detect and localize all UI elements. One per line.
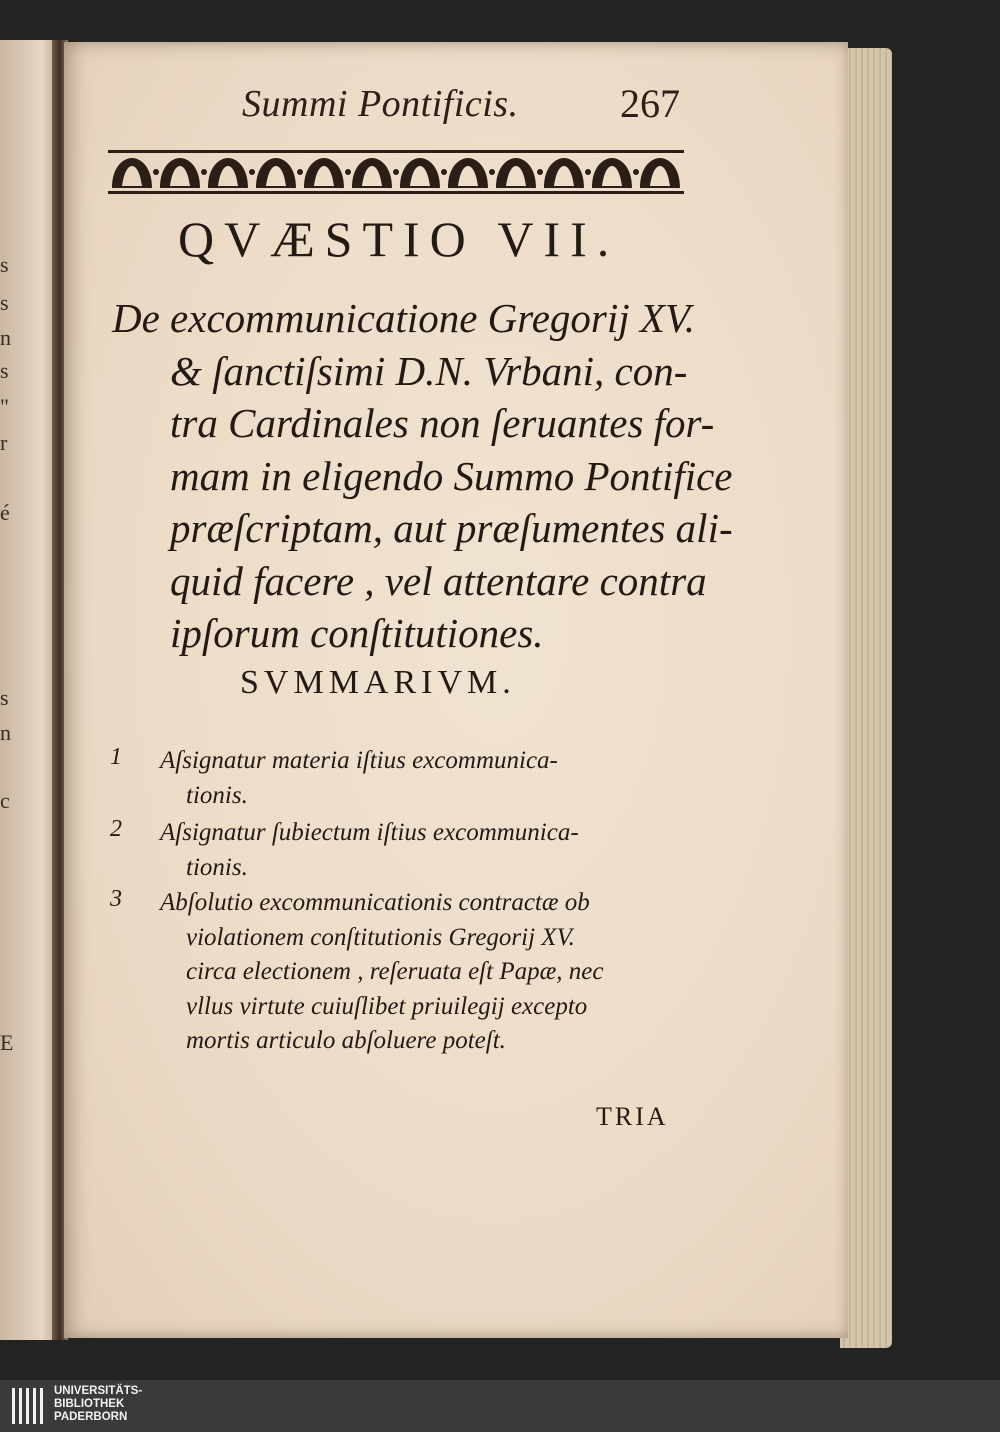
summary-item bbox=[110, 816, 700, 888]
summary-item-text bbox=[160, 744, 700, 813]
margin-char: s bbox=[0, 358, 9, 383]
margin-char: n bbox=[0, 325, 11, 350]
ornament-band bbox=[108, 148, 684, 196]
catchword: TRIA bbox=[596, 1102, 669, 1131]
left-page-margin-text bbox=[0, 40, 20, 1340]
summary-line: mortis articulo abſoluere poteſt. bbox=[186, 1027, 506, 1054]
summary-line: vllus virtute cuiuſlibet priuilegij excepto bbox=[186, 992, 588, 1020]
running-head: Summi Pontificis. bbox=[242, 83, 519, 125]
margin-char: s bbox=[0, 252, 9, 277]
footer-bar bbox=[0, 1380, 1000, 1432]
summary-title: SVMMARIVM. bbox=[240, 664, 516, 701]
library-logo-icon bbox=[12, 1388, 48, 1424]
summary-item-text bbox=[160, 816, 700, 885]
question-title: QVÆSTIO VII. bbox=[178, 211, 620, 267]
page-number: 267 bbox=[620, 81, 680, 126]
summary-line: tionis. bbox=[186, 853, 248, 881]
summary-line: circa electionem , reſeruata eſt Papæ, nec bbox=[186, 958, 604, 985]
left-page-edge bbox=[0, 40, 60, 1340]
margin-char: é bbox=[0, 500, 10, 525]
summary-line: Aſsignatur ſubiectum iſtius excommunica- bbox=[160, 819, 579, 846]
summary-item-number: 2 bbox=[110, 816, 122, 842]
library-logo-text bbox=[54, 1385, 142, 1424]
margin-char: n bbox=[0, 720, 11, 745]
summary-item-text bbox=[160, 886, 700, 1059]
margin-char: r bbox=[0, 430, 8, 455]
summary-item bbox=[110, 886, 700, 1066]
summary-line: tionis. bbox=[186, 781, 248, 809]
summary-line: Aſsignatur materia iſtius excommunica- bbox=[160, 747, 558, 774]
heading-line: & ſanctiſsimi D.N. Vrbani, con- bbox=[170, 347, 688, 394]
heading-line: ipſorum conſtitutiones. bbox=[170, 610, 544, 656]
heading-line: mam in eligendo Summo Pontifice bbox=[170, 452, 733, 499]
summary-item-number: 1 bbox=[110, 744, 122, 770]
heading-line: tra Cardinales non ſeruantes for- bbox=[170, 400, 715, 446]
summary-item bbox=[110, 744, 700, 816]
logo-line: PADERBORN bbox=[54, 1411, 128, 1423]
heading-line: De excommunicatione Gregorij XV. bbox=[112, 295, 695, 341]
margin-char: s bbox=[0, 685, 9, 710]
margin-char: " bbox=[0, 394, 9, 419]
summary-line: violationem conſtitutionis Gregorij XV. bbox=[186, 923, 575, 951]
logo-line: BIBLIOTHEK bbox=[54, 1398, 125, 1410]
margin-char: E bbox=[0, 1030, 14, 1055]
question-heading bbox=[112, 292, 733, 660]
margin-char: s bbox=[0, 290, 9, 315]
heading-line: præſcriptam, aut præſumentes ali- bbox=[170, 505, 733, 551]
summary-item-number: 3 bbox=[110, 886, 122, 912]
heading-line: quid facere , vel attentare contra bbox=[170, 557, 707, 604]
margin-char: c bbox=[0, 788, 10, 813]
summary-line: Abſolutio excommunicationis contractæ ob bbox=[160, 889, 590, 916]
logo-line: UNIVERSITÄTS- bbox=[54, 1385, 143, 1397]
